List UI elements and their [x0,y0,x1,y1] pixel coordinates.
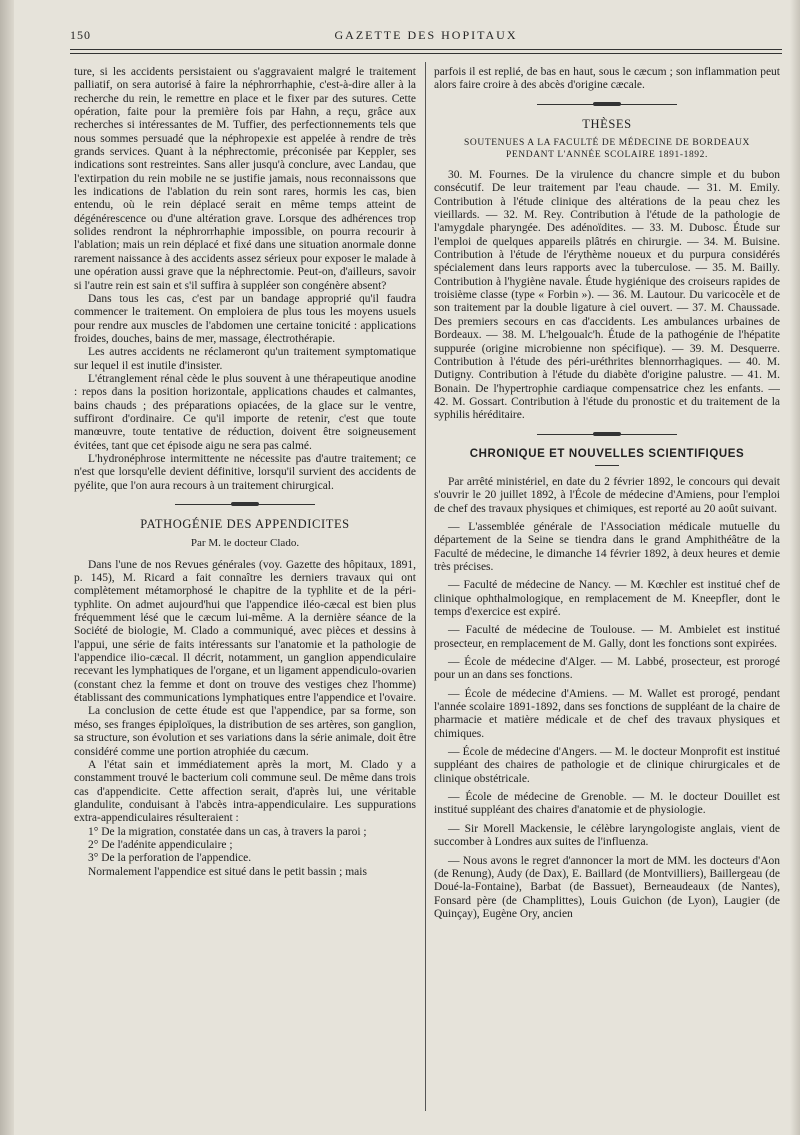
page-header [70,28,782,44]
header-rule-top [70,49,782,50]
news-item: — L'assemblée générale de l'Association médicale mutuelle du département de la Seine se tiendra dans le grand Amphithéâtre de la Faculté de médecine, le dimanche 14 février 1892, à deux heures et demie très précises. [434,520,780,573]
section-title-chronique: CHRONIQUE ET NOUVELLES SCIENTIFIQUES [469,447,745,460]
theses-list: 30. M. Fournes. De la virulence du chancre simple et du bubon consécutif. De leur traitement par l'eau chaude. — 31. M. Emily. Contribution à l'étude clinique des altérations de la peau chez les vieillards. — 32. M. Rey. Contribution à l'étude de la pathologie de l'amygdale pharyngée. Des adénoïdites. — 33. M. Dubosc. Étude sur l'emploi de quelques appareils plâtrés en chirurgie. — 34. M. Buisine. Contribution à l'étude de l'érythème noueux et du purpura considérés spécialement dans leurs rapports avec la tuberculose. — 35. M. Bailly. Contribution à l'hygiène navale. Étude hygiénique des croiseurs rapides de troisième classe (type « Forbin »). — 36. M. Lautour. Du varicocèle et de son traitement par la double ligature à ciel ouvert. — 37. M. Chaussade. Des premiers secours en cas d'accidents. Les ambulances urbaines de Bordeaux. — 38. M. L'helgoualc'h. Étude de la pathogénie de l'hépatite suppurée (origine microbienne non spécifique). — 39. M. Desquerre. Contribution à l'étude des péri-uréthrites blennorrhagiques. — 40. M. Dutigny. Contribution à l'étude du diabète d'origine palustre. — 41. M. Bonain. De l'hypertrophie cardiaque compensatrice chez les enfants. — 42. M. Gossart. Contribution à l'étude du pronostic et du traitement de la syphilis héréditaire. [434,169,780,422]
news-item: — Faculté de médecine de Toulouse. — M. Ambielet est institué prosecteur, en remplacement de M. Gally, dont les fonctions sont expirées. [434,624,780,650]
paragraph: A l'état sain et immédiatement après la mort, M. Clado y a constamment trouvé le bacterium coli commune seul. De même dans trois cas d'appendicite. Cette affection serait, d'après lui, une véritable glandulite, conduisant à l'abcès intra-appendiculaire. Les suppurations extra-appendiculaires résulteraient : [74,758,416,825]
theses-subtitle [434,137,780,161]
binding-spine-shadow [0,0,14,1135]
list-item: 1° De la migration, constatée dans un cas, à travers la paroi ; [88,825,367,838]
paragraph: La conclusion de cette étude est que l'appendice, par sa forme, son méso, ses franges épiploïques, la distribution de ses artères, son ganglion, sa structure, son évolution et ses variations dans la série animale, doit être considéré comme une portion atrophiée du cæcum. [74,705,416,758]
section-ornament [175,502,315,508]
list-item: 2° De l'adénite appendiculaire ; [88,838,233,851]
news-item: — École de médecine d'Angers. — M. le docteur Monprofit est institué suppléant des chaires de pathologie et de clinique chirurgicales et de clinique obstétricale. [434,746,780,785]
paragraph: Les autres accidents ne réclameront qu'un traitement symptomatique sur lequel il est inutile d'insister. [74,346,416,372]
news-item: — Faculté de médecine de Nancy. — M. Kœchler est institué chef de clinique ophthalmologique, en remplacement de M. Kneepfler, dont le temps d'exercice est expiré. [434,579,780,618]
news-item: — École de médecine d'Amiens. — M. Wallet est prorogé, pendant l'année scolaire 1891-1892, dans ses fonctions de suppléant de la chaire de pharmacie et matière médicale et de chef des travaux physiques et chimiques. [434,687,780,740]
header-rule-bottom [70,53,782,54]
news-item: — École de médecine de Grenoble. — M. le docteur Douillet est institué suppléant des chaires d'anatomie et de physiologie. [434,791,780,817]
list-item: 3° De la perforation de l'appendice. [88,852,252,865]
paragraph: Normalement l'appendice est situé dans le petit bassin ; mais [88,865,367,878]
section-title-theses: THÈSES [582,116,632,131]
column-separator [425,62,426,1111]
news-item: Par arrêté ministériel, en date du 2 février 1892, le concours qui devait s'ouvrir le 20 juillet 1892, à l'École de médecine d'Amiens, pour l'emploi de chef des travaux physiques et chimiques, est reporté au 20 août suivant. [434,475,780,515]
news-item: — École de médecine d'Alger. — M. Labbé, prosecteur, est prorogé pour un an dans ses fonctions. [434,656,780,682]
article-title: PATHOGÉNIE DES APPENDICITES [140,517,350,531]
article-byline: Par M. le docteur Clado. [190,537,300,550]
journal-title: GAZETTE DES HOPITAUX [334,28,518,42]
paragraph: parfois il est replié, de bas en haut, sous le cæcum ; son inflammation peut alors faire croire à des abcès d'origine cæcale. [434,66,780,92]
page-edge-shadow [790,0,800,1135]
paragraph: Dans tous les cas, c'est par un bandage approprié qu'il faudra commencer le traitement. On emploiera de plus tous les moyens usuels pour rendre aux muscles de l'abdomen une certaine tonicité : applications froides, douches, bains de mer, massage, électrothérapie. [74,292,416,345]
theses-subtitle-line: PENDANT L'ANNÉE SCOLAIRE 1891-1892. [506,150,708,161]
paragraph: Dans l'une de nos Revues générales (voy. Gazette des hôpitaux, 1891, p. 145), M. Ricard a fait connaître les derniers travaux qui ont complètement métamorphosé le chapitre de la typhlite et de la péri-typhlite. On admet aujourd'hui que l'appendice iléo-cæcal est bien plus fréquemment lésé que le cæcum lui-même. A la dernière séance de la Société de biologie, M. Clado a communiqué, avec pièces et dessins à l'appui, une série de faits intéressants sur l'anatomie et la pathologie de l'appendice ilio-cæcal. Il décrit, notamment, un ganglion appendiculaire recevant les lymphatiques de l'organe, et un ligament appendiculo-ovarien (constant chez la femme et dont on trouve des vestiges chez l'homme) établissant des communications lymphatiques entre l'appendice et l'ovaire. [74,558,416,705]
section-ornament [537,432,677,438]
section-ornament [537,102,677,108]
paragraph: L'hydronéphrose intermittente ne nécessite pas d'autre traitement; ce n'est que lorsqu'elle devient définitive, lorsqu'il survient des accidents de pyélite, que l'on aura recours à un traitement chirurgical. [74,452,416,492]
news-item: — Sir Morell Mackensie, le célèbre laryngologiste anglais, vient de succomber à Londres aux suites de l'influenza. [434,822,780,849]
paragraph: L'étranglement rénal cède le plus souvent à une thérapeutique anodine : repos dans la position horizontale, applications chaudes et calmantes, bains chauds ; des préparations opiacées, de la glace sur le ventre, suffiront d'ordinaire. Ce qu'il importe de retenir, c'est que toute manœuvre, toute tentative de réduction, doivent être soigneusement évitées, tant que cet épisode aigu ne sera pas calmé. [74,372,416,452]
news-item: — Nous avons le regret d'annoncer la mort de MM. les docteurs d'Aon (de Renung), Audy (de Dax), E. Baillard (de Montvilliers), Baillergeau (de Doué-la-Fontaine), Barbat (de Bassuet), Berneaudeaux (de Nantes), Fonsard père (de Champlittes), Louis Guichon (de Lyon), Laugier (de Quinçay), Eugène Ory, ancien [434,854,780,920]
theses-subtitle-line: SOUTENUES A LA FACULTÉ DE MÉDECINE DE BORDEAUX [464,138,750,149]
page-number: 150 [70,28,91,42]
right-column [434,66,780,1111]
short-rule [595,465,619,466]
paragraph: ture, si les accidents persistaient ou s'aggravaient malgré le traitement palliatif, on sera autorisé à faire la néphrorrhaphie, c'est-à-dire aller à la recherche du rein, le remettre en place et le fixer par des sutures. Cette opération, faite pour la première fois par Hahn, a reçu, grâce aux recherches si intéressantes de M. Tuffier, des perfectionnements tels que nous sommes persuadé que la néphropexie est appelée à rendre de très grands services. Quant à la néphrectomie, préconisée par Keppler, ses indications sont restreintes. Sans aller jusqu'à conclure, avec Landau, que l'extirpation du rein mobile ne se justifie jamais, nous reconnaissons que les indications de l'ablation du rein sont rares, hormis les cas, bien entendu, où le rein déplacé serait en même temps atteint de dégénérescence ou d'une altération grave. Lorsque des adhérences trop solides rendront la néphrorrhaphie impossible, on pourra recourir à l'ablation; mais un rein déplacé et fixé dans une situation anormale donne rarement naissance à des accidents assez sérieux pour exposer le malade à une opération aussi grave que la néphrectomie. Peut-on, d'ailleurs, savoir si l'autre rein est sain et s'il suffira à suppléer son congénère absent? [74,66,416,292]
left-column [74,66,416,1111]
